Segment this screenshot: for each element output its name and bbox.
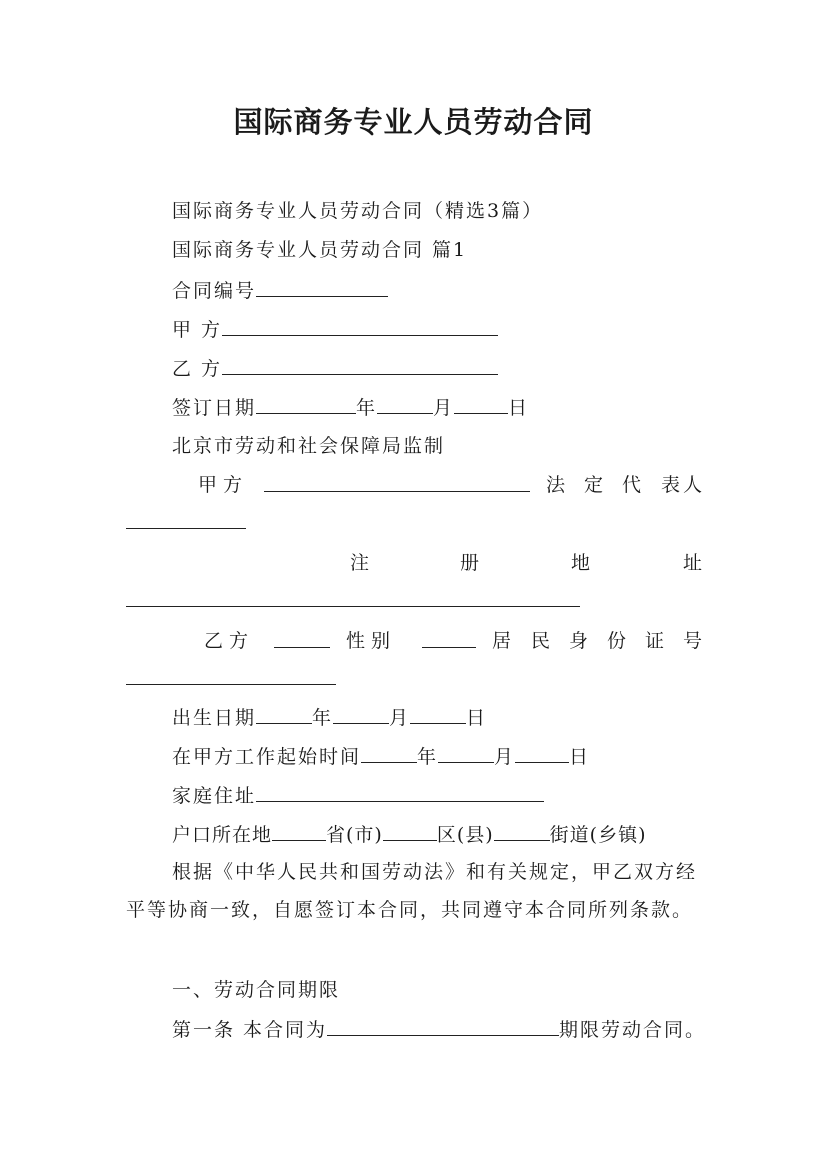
sign-date-line	[172, 394, 529, 421]
party-b-line	[172, 355, 498, 382]
party-a2-blank	[264, 472, 530, 492]
hukou-line	[172, 821, 647, 848]
article-1-line	[172, 1016, 706, 1043]
section-heading-1: 一、劳动合同期限	[172, 979, 341, 1001]
legal-rep-char: 法	[546, 474, 566, 496]
day-text: 日	[466, 707, 488, 729]
id-char: 民	[531, 630, 551, 652]
party-b2-label: 乙 方	[204, 630, 249, 652]
reg-addr-char: 址	[683, 552, 703, 574]
birth-date-line	[172, 704, 487, 731]
district-text: 区(县)	[436, 824, 494, 846]
home-address-line	[172, 782, 544, 809]
day-text: 日	[569, 746, 591, 768]
birth-label: 出生日期	[172, 707, 257, 729]
start-day-blank	[515, 743, 569, 763]
month-text: 月	[389, 707, 411, 729]
hukou-label: 户口所在地	[172, 824, 273, 846]
id-char: 证	[645, 630, 665, 652]
hukou-street-blank	[494, 821, 550, 841]
start-year-blank	[361, 743, 417, 763]
reg-addr-char: 地	[571, 552, 591, 574]
year-text: 年	[356, 397, 378, 419]
law-paragraph: 根据《中华人民共和国劳动法》和有关规定，甲乙双方经平等协商一致，自愿签订本合同，共同遵守本合同所列条款。	[126, 861, 698, 921]
article-1-end: 期限劳动合同。	[559, 1019, 707, 1041]
contract-number-label: 合同编号	[172, 280, 257, 302]
sign-date-label: 签订日期	[172, 397, 257, 419]
id-number-blank	[126, 684, 336, 685]
sign-year-blank	[256, 394, 356, 414]
month-text: 月	[494, 746, 516, 768]
legal-rep-char: 定	[584, 474, 604, 496]
sign-month-blank	[377, 394, 433, 414]
start-month-blank	[438, 743, 494, 763]
part-heading: 国际商务专业人员劳动合同 篇1	[172, 239, 468, 261]
start-label: 在甲方工作起始时间	[172, 746, 362, 768]
month-text: 月	[433, 397, 455, 419]
birth-month-blank	[333, 704, 389, 724]
id-char: 居	[492, 630, 512, 652]
supervisor-line: 北京市劳动和社会保障局监制	[172, 435, 446, 457]
party-a-label: 甲 方	[172, 319, 223, 341]
birth-day-blank	[410, 704, 466, 724]
home-address-blank	[256, 782, 544, 802]
sign-day-blank	[454, 394, 508, 414]
legal-rep-char: 表	[661, 474, 681, 496]
year-text: 年	[312, 707, 334, 729]
article-1-start: 第一条 本合同为	[172, 1019, 328, 1041]
registered-address-blank	[126, 606, 580, 607]
hukou-district-blank	[383, 821, 437, 841]
party-a-line	[172, 316, 498, 343]
id-char: 身	[569, 630, 589, 652]
province-text: 省(市)	[326, 824, 383, 846]
party-b2-blank	[274, 628, 330, 648]
subtitle: 国际商务专业人员劳动合同（精选3篇）	[172, 200, 544, 222]
contract-number-blank	[256, 277, 388, 297]
contract-term-blank	[327, 1016, 559, 1036]
party-b-label: 乙 方	[172, 358, 223, 380]
id-char: 号	[683, 630, 703, 652]
legal-rep-char: 代	[622, 474, 642, 496]
home-label: 家庭住址	[172, 785, 257, 807]
day-text: 日	[508, 397, 530, 419]
street-text: 街道(乡镇)	[549, 824, 647, 846]
reg-addr-char: 注	[350, 552, 370, 574]
start-date-line	[172, 743, 590, 770]
gender-blank	[422, 628, 476, 648]
document-title: 国际商务专业人员劳动合同	[233, 105, 594, 139]
reg-addr-char: 册	[460, 552, 480, 574]
party-b-blank	[222, 355, 498, 375]
hukou-province-blank	[272, 821, 326, 841]
party-a-blank	[222, 316, 498, 336]
contract-number-line	[172, 277, 388, 304]
year-text: 年	[417, 746, 439, 768]
id-char: 份	[607, 630, 627, 652]
party-a2-label: 甲 方	[198, 474, 243, 496]
legal-rep-blank	[126, 528, 246, 529]
legal-rep-char: 人	[683, 474, 703, 496]
birth-year-blank	[256, 704, 312, 724]
gender-label: 性 别	[346, 630, 391, 652]
